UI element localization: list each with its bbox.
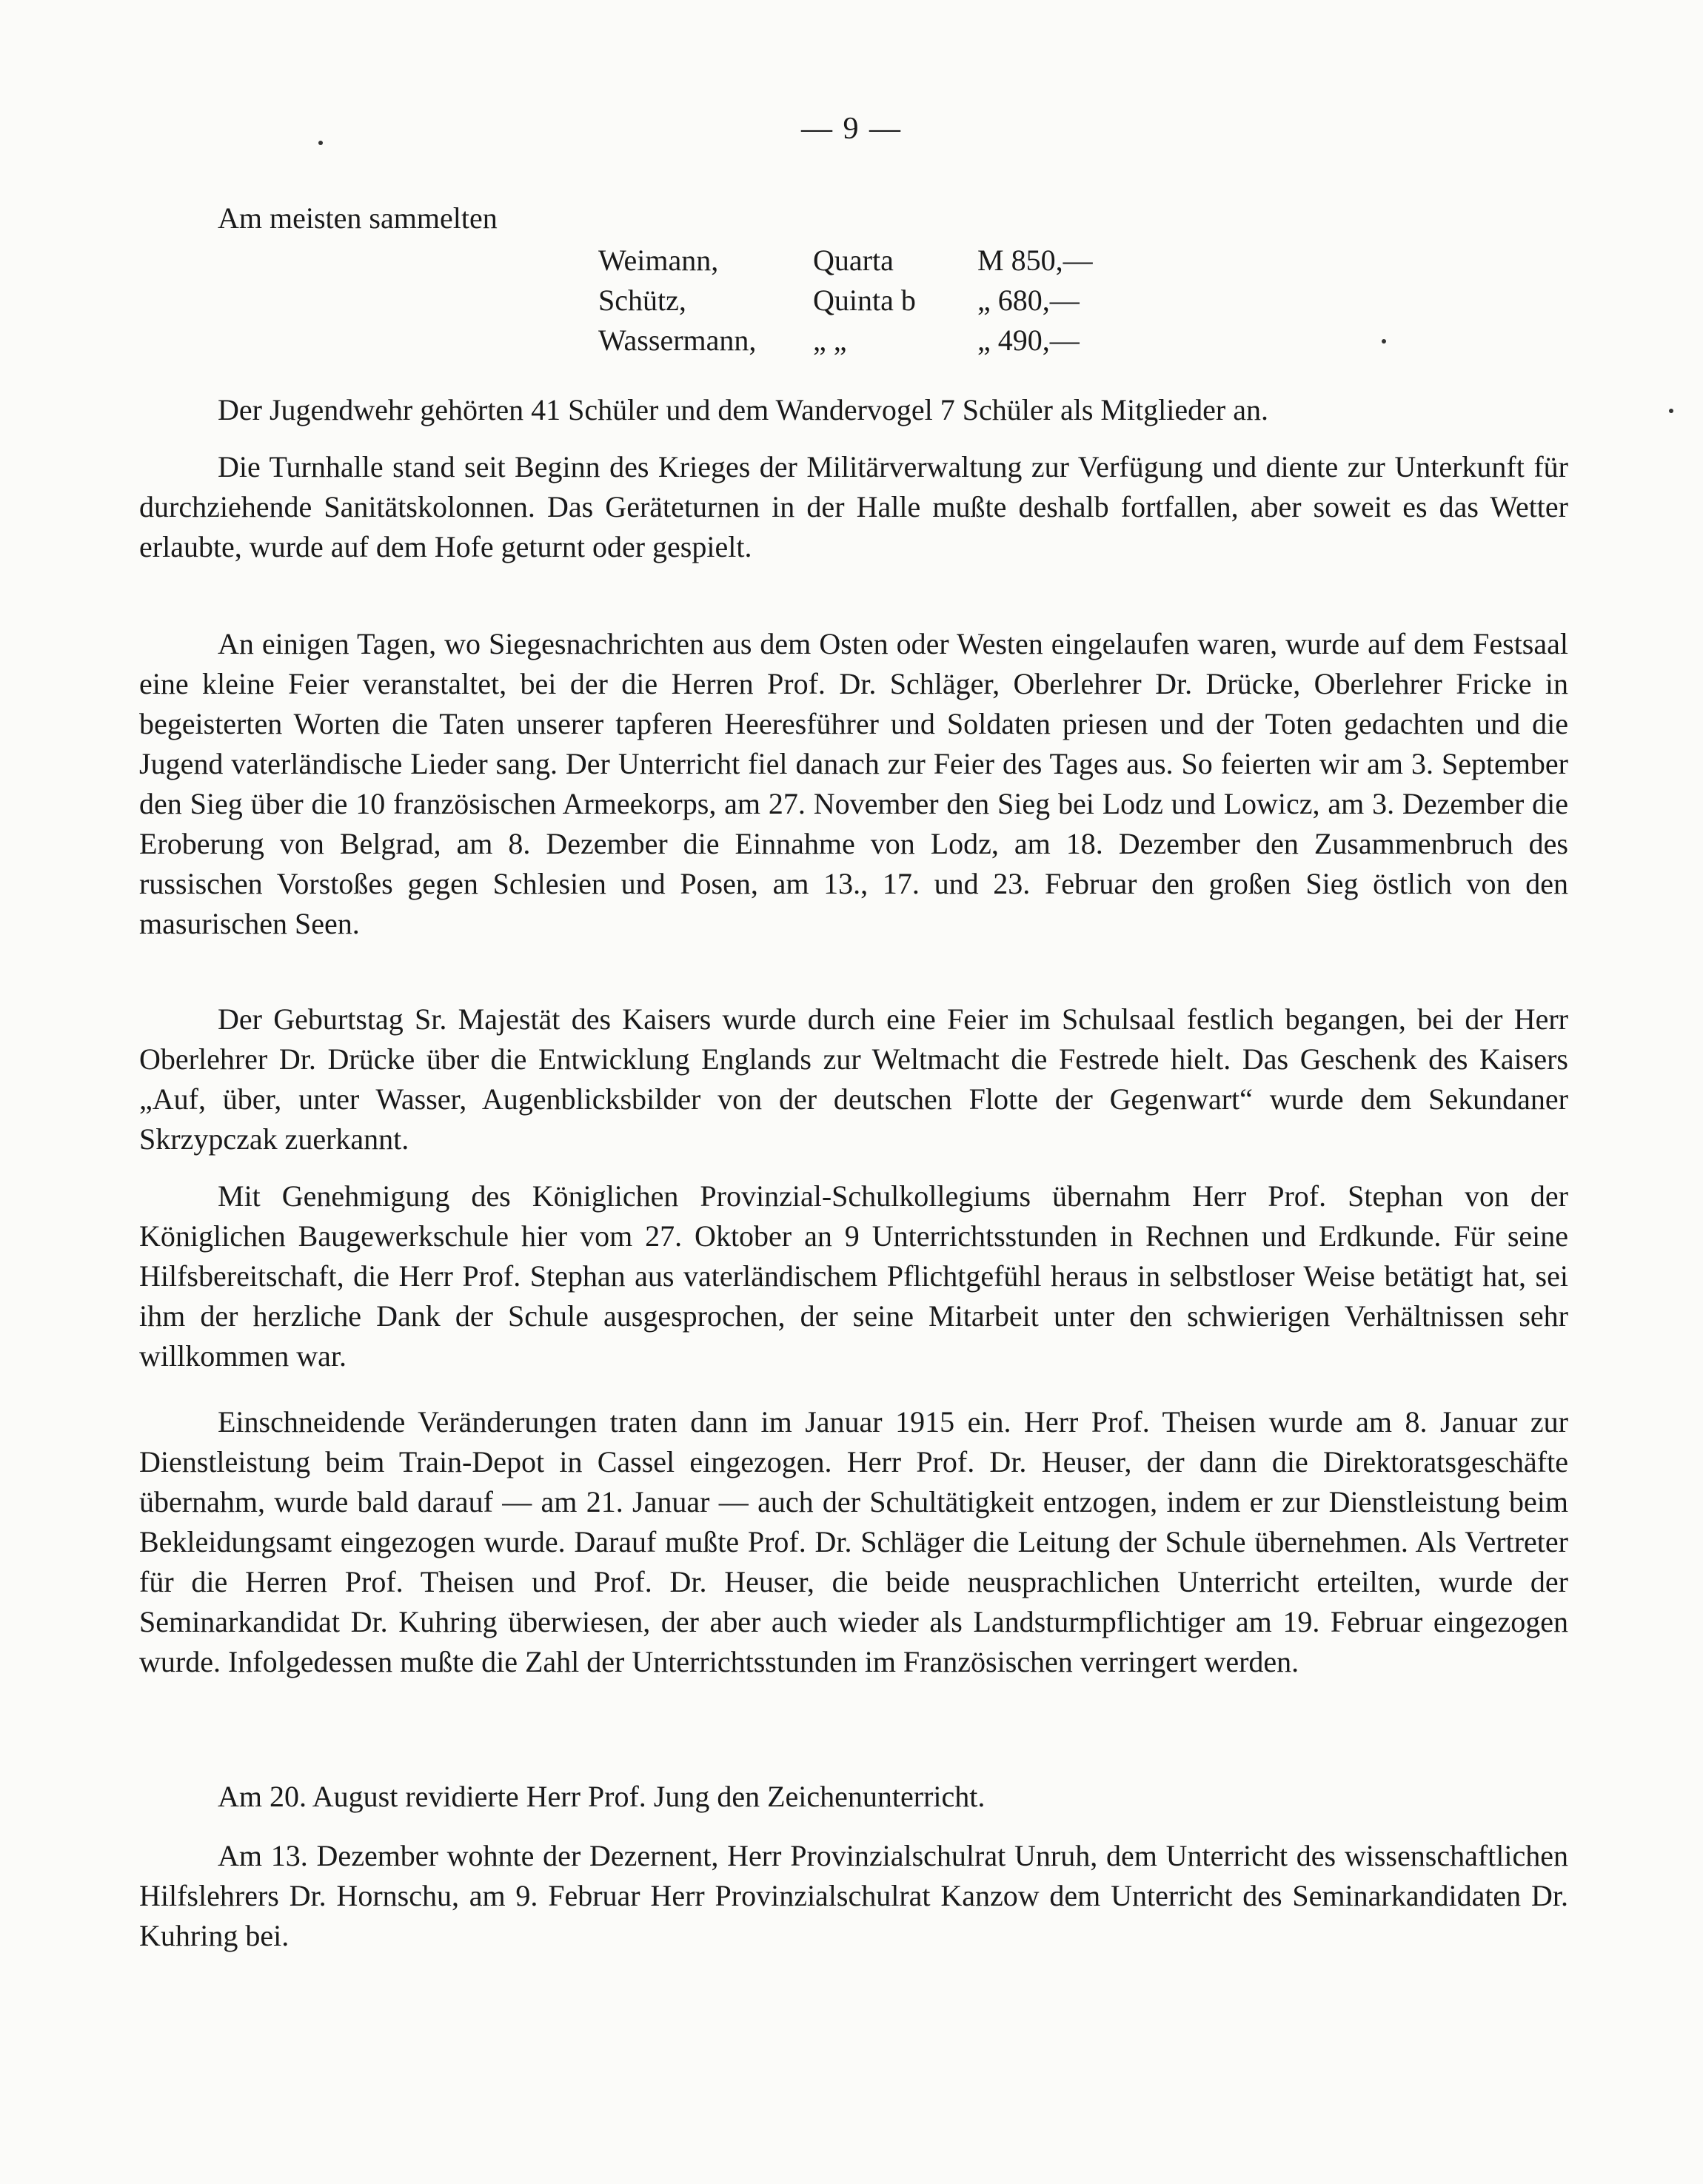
collector-amount: „ 490,—	[977, 324, 1080, 357]
print-speck	[1382, 339, 1386, 344]
paragraph-veraenderungen: Einschneidende Veränderungen traten dann im Januar 1915 ein. Herr Prof. Theisen wurde am 8. Januar zur Dienstleistung beim Train-Depot in Cassel eingezogen. Herr Prof. Dr. Heuser, der dann die Direktoratsgeschäfte übernahm, wurde bald darauf — am 21. Januar — auch der Schultätigkeit entzogen, indem er zur Dienstleistung beim Bekleidungsamt eingezogen wurde. Darauf mußte Prof. Dr. Schläger die Leitung der Schule übernehmen. Als Vertreter für die Herren Prof. Theisen und Prof. Dr. Heuser, die beide neusprachlichen Unterricht erteilten, wurde der Seminarkandidat Dr. Kuhring überwiesen, der aber auch wieder als Landsturmpflichtiger am 19. Februar eingezogen wurde. Infolgedessen mußte die Zahl der Unterrichtsstunden im Französischen verringert werden.	[139, 1405, 1568, 1678]
collector-name: Schütz,	[598, 284, 686, 317]
collector-name: Weimann,	[598, 244, 719, 277]
collector-class: „ „	[813, 324, 847, 357]
table-row	[598, 241, 1140, 281]
paragraph-siegesfeiern: An einigen Tagen, wo Siegesnachrichten aus dem Osten oder Westen eingelaufen waren, wurde auf dem Festsaal eine kleine Feier veranstaltet, bei der die Herren Prof. Dr. Schläger, Oberlehrer Dr. Drücke, Oberlehrer Fricke in begeisterten Worten die Taten unserer tapferen Heeresführer und Soldaten priesen und der Toten gedachten und die Jugend vaterländische Lieder sang. Der Unterricht fiel danach zur Feier des Tages aus. So feierten wir am 3. September den Sieg über die 10 französischen Armeekorps, am 27. November den Sieg bei Lodz und Lowicz, am 3. Dezember die Eroberung von Belgrad, am 8. Dezember die Einnahme von Lodz, am 18. Dezember den Zusammenbruch des russischen Vorstoßes gegen Schlesien und Posen, am 13., 17. und 23. Februar den großen Sieg östlich von den masurischen Seen.	[139, 627, 1568, 940]
table-row	[598, 321, 1140, 361]
collector-amount: „ 680,—	[977, 284, 1080, 317]
print-speck	[1669, 409, 1673, 413]
paragraph-turnhalle: Die Turnhalle stand seit Beginn des Krieges der Militärverwaltung zur Verfügung und diente zur Unterkunft für durchziehende Sanitätskolonnen. Das Geräteturnen in der Halle mußte deshalb fortfallen, aber soweit es das Wetter erlaubte, wurde auf dem Hofe geturnt oder gespielt.	[139, 450, 1568, 563]
collector-class: Quinta b	[813, 284, 916, 317]
table-row	[598, 281, 1140, 321]
paragraph-jugendwehr: Der Jugendwehr gehörten 41 Schüler und dem Wandervogel 7 Schüler als Mitglieder an.	[218, 393, 1268, 426]
collectors-table	[598, 241, 1140, 361]
collector-name: Wassermann,	[598, 324, 757, 357]
collector-class: Quarta	[813, 244, 894, 277]
collector-amount: M 850,—	[977, 244, 1093, 277]
paragraph-zeichenunterricht: Am 20. August revidierte Herr Prof. Jung den Zeichenunterricht.	[218, 1780, 986, 1813]
print-speck	[318, 141, 323, 145]
collection-intro: Am meisten sammelten	[218, 201, 498, 235]
page-number: — 9 —	[801, 112, 902, 146]
paragraph-kaisergeburtstag: Der Geburtstag Sr. Majestät des Kaisers wurde durch eine Feier im Schulsaal festlich begangen, bei der Herr Oberlehrer Dr. Drücke über die Entwicklung Englands zur Weltmacht die Festrede hielt. Das Geschenk des Kaisers „Auf, über, unter Wasser, Augenblicksbilder von der deutschen Flotte der Gegenwart“ wurde dem Sekundaner Skrzypczak zuerkannt.	[139, 1002, 1568, 1156]
paragraph-revision: Am 13. Dezember wohnte der Dezernent, Herr Provinzialschulrat Unruh, dem Unterricht des wissenschaftlichen Hilfslehrers Dr. Hornschu, am 9. Februar Herr Provinzialschulrat Kanzow dem Unterricht des Seminarkandidaten Dr. Kuhring bei.	[139, 1839, 1568, 1952]
paragraph-prof-stephan: Mit Genehmigung des Königlichen Provinzial-Schulkollegiums übernahm Herr Prof. Stephan von der Königlichen Baugewerkschule hier vom 27. Oktober an 9 Unterrichtsstunden in Rechnen und Erdkunde. Für seine Hilfsbereitschaft, die Herr Prof. Stephan aus vaterländischem Pflichtgefühl heraus in selbstloser Weise betätigt hat, sei ihm der herzliche Dank der Schule ausgesprochen, der seine Mitarbeit unter den schwierigen Verhältnissen sehr willkommen war.	[139, 1179, 1568, 1373]
